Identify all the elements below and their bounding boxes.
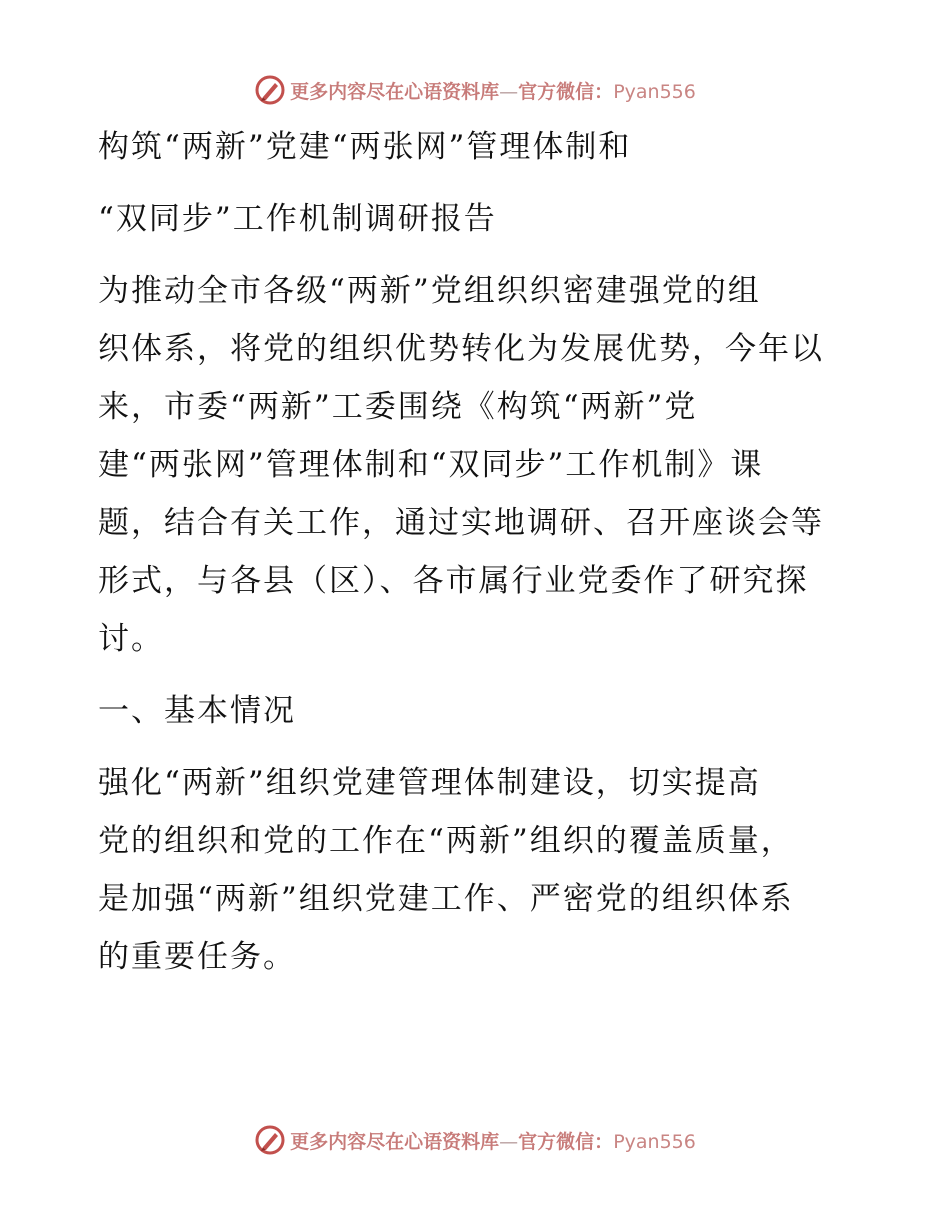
document-body <box>98 118 850 986</box>
paragraph-line: 的重要任务。 <box>98 939 296 975</box>
paragraph-line: 是加强“两新”组织党建工作、严密党的组织体系 <box>98 881 794 917</box>
pen-logo-icon <box>254 1124 286 1156</box>
paragraph-line: 形式，与各县（区）、各市属行业党委作了研究探 <box>98 563 809 599</box>
paragraph-line: 题，结合有关工作，通过实地调研、召开座谈会等 <box>98 505 824 541</box>
paragraph-line: 织体系，将党的组织优势转化为发展优势，今年以 <box>98 331 824 367</box>
section-paragraph <box>98 754 850 986</box>
document-title-line-2: “双同步”工作机制调研报告 <box>98 201 497 237</box>
section-heading: 一、基本情况 <box>98 693 296 729</box>
paragraph-line: 党的组织和党的工作在“两新”组织的覆盖质量， <box>98 823 794 859</box>
paragraph-line: 来，市委“两新”工委围绕《构筑“两新”党 <box>98 389 698 425</box>
header-watermark <box>0 70 950 110</box>
footer-watermark <box>0 1120 950 1160</box>
watermark-text: 更多内容尽在心语资料库—官方微信：Pyan556 <box>290 80 696 103</box>
document-title-line-1: 构筑“两新”党建“两张网”管理体制和 <box>98 129 632 165</box>
watermark-text: 更多内容尽在心语资料库—官方微信：Pyan556 <box>290 1130 696 1153</box>
paragraph-line: 强化“两新”组织党建管理体制建设，切实提高 <box>98 765 761 801</box>
paragraph-line: 讨。 <box>98 621 164 657</box>
paragraph-line: 为推动全市各级“两新”党组织织密建强党的组 <box>98 273 761 309</box>
pen-logo-icon <box>254 74 286 106</box>
paragraph-line: 建“两张网”管理体制和“双同步”工作机制》课 <box>98 447 764 483</box>
intro-paragraph <box>98 262 850 668</box>
